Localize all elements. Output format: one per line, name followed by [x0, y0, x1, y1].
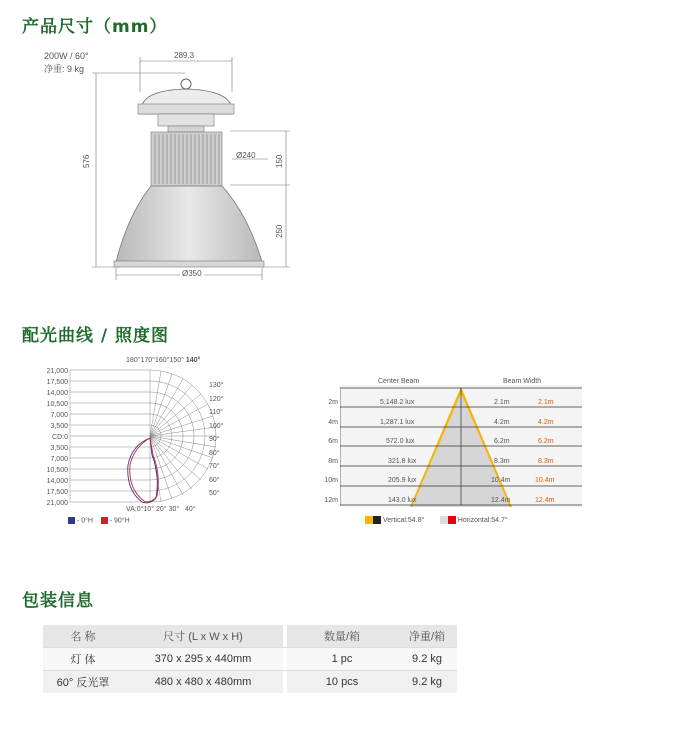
col-beam-width: Beam Width [503, 378, 542, 385]
col-center-beam: Center Beam [378, 378, 420, 385]
header-size: 尺寸 (L x W x H) [123, 625, 283, 648]
header-name: 名 称 [43, 625, 123, 648]
vertical-swatch-yellow [365, 516, 373, 524]
dim-dia-heatsink: Ø240 [236, 151, 256, 160]
curve-0h [128, 438, 158, 503]
table-row: 灯 体 370 x 295 x 440mm 1 pc 9.2 kg [43, 648, 457, 671]
vertical-swatch-dark [373, 516, 381, 524]
table-row: 60° 反光罩 480 x 480 x 480mm 10 pcs 9.2 kg [43, 671, 457, 694]
spec-weight: 净重: 9 kg [44, 64, 85, 74]
horizontal-swatch-red [448, 516, 456, 524]
beam-legend: Vertical:54.8° Horizontal:54.7° [365, 516, 508, 524]
light-distribution-title: 配光曲线 / 照度图 [22, 326, 170, 346]
dim-dia-reflector: Ø350 [182, 269, 202, 278]
horizontal-swatch-grey [440, 516, 448, 524]
packing-title: 包装信息 [22, 591, 94, 611]
legend-90h-swatch [101, 517, 108, 524]
dimensions-title: 产品尺寸（mm） [22, 17, 168, 37]
polar-top-labels: 180°170°160°150° 140° [126, 357, 201, 364]
header-weight: 净重/箱 [397, 625, 457, 648]
dim-width-top: 289.3 [174, 51, 195, 60]
header-qty: 数量/箱 [287, 625, 397, 648]
polar-right-labels: 130° 120° 110° 100° 90° 80° 70° 60° 50° [209, 382, 224, 497]
polar-legend: - 0°H - 90°H [68, 517, 130, 524]
dim-height-total: 576 [82, 154, 91, 168]
spec-power: 200W / 60° [44, 51, 89, 61]
polar-bottom-labels: VA:0°10° 20° 30° 40° [126, 506, 196, 513]
legend-0h-swatch [68, 517, 75, 524]
dim-height-reflector: 250 [275, 224, 284, 238]
packing-header-row [43, 625, 457, 648]
dim-height-heatsink: 150 [275, 154, 284, 168]
packing-table [43, 625, 457, 693]
lamp-dimension-drawing [0, 0, 685, 300]
polar-left-labels: 21,000 17,500 14,000 10,500 7,000 3,500 CD:0 3,500 7,000 10,500 14,000 17,500 21,000 [46, 368, 68, 507]
